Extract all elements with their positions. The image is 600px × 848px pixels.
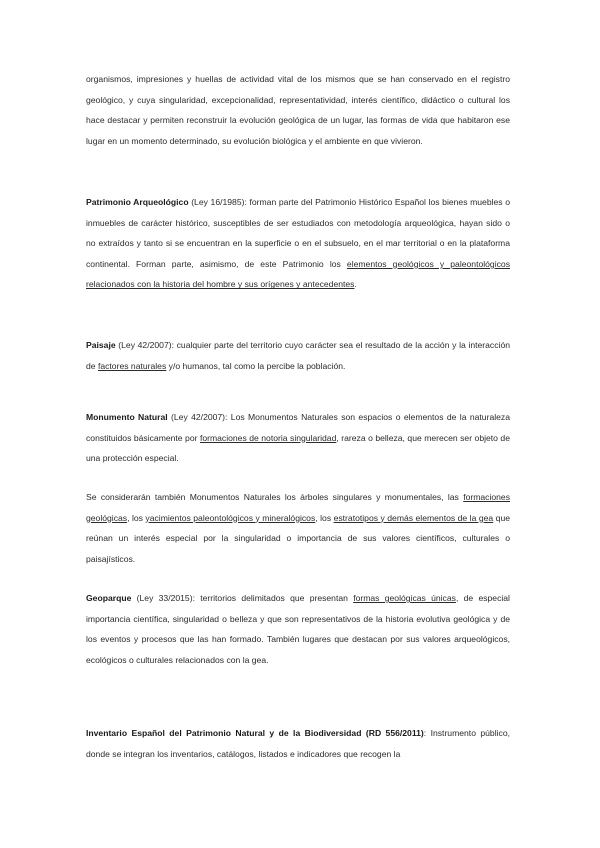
paragraph-text: : Instrumento público, donde se integran los inventarios, catálogos, listados e indicadores que recogen la [86,728,510,759]
paragraph-text: que reúnan un interés especial por la singularidad o importancia de sus valores científicos, culturales o paisajísticos. [86,512,510,564]
paragraph-text: Se considerarán también Monumentos Naturales los árboles singulares y monumentales, las [86,492,464,502]
paragraph-paleontological-heritage [86,69,510,151]
paragraph-archaeological-heritage [86,192,510,295]
link-notorious-singularity[interactable]: formaciones de notoria singularidad [199,432,337,443]
paragraph-text: , rareza o belleza, que merecen ser objeto de una protección especial. [86,432,510,464]
paragraph-text: , de especial importancia científica, singularidad o belleza y que son representativos de la historia evolutiva geológica y de los eventos y procesos que las han formado. También lugares que destacan por sus valores arqueológicos, ecológicos o culturales relacionados con la gea. [86,593,510,665]
paragraph-natural-monuments-extra [86,487,510,569]
paragraph-text: . [354,279,357,290]
paragraph-text: y/o humanos, tal como la percibe la población. [166,360,346,371]
term-geopark: Geoparque [86,593,132,603]
link-geological-elements[interactable]: elementos geológicos y paleontológicos [346,258,510,269]
paragraph-text: , los [127,512,146,523]
term-archaeological-heritage: Patrimonio Arqueológico [86,197,189,207]
paragraph-landscape [86,335,510,376]
term-spanish-inventory: Inventario Español del Patrimonio Natural y de la Biodiversidad (RD 556/2011) [86,728,424,738]
link-unique-geological-forms[interactable]: formas geológicas únicas [353,593,456,603]
paragraph-text: , los [315,512,334,523]
paragraph-geopark [86,588,510,670]
term-landscape: Paisaje [86,340,116,350]
link-stratotypes[interactable]: estratotipos y demás elementos de la gea [333,512,494,523]
link-paleontological-deposits[interactable]: yacimientos paleontológicos y mineralógicos [145,512,316,523]
link-human-history[interactable]: relacionados con la historia del hombre y sus orígenes y antecedentes [86,279,355,290]
paragraph-spanish-inventory [86,723,510,764]
paragraph-natural-monument [86,407,510,469]
paragraph-text: (Ley 33/2015): territorios delimitados que presentan [131,593,354,603]
link-geological-formations[interactable]: formaciones geológicas [86,492,510,523]
paragraph-text: (Ley 16/1985): forman parte del Patrimonio Histórico Español los bienes muebles o inmuebles de carácter histórico, susceptibles de ser estudiados con metodología arqueológica, hayan sido o no extraídos y tanto si se encuentran en la superficie o en el subsuelo, en el mar territorial o en la plataforma continental. Forman parte, asimismo, de este Patrimonio los [86,197,510,269]
term-natural-monument: Monumento Natural [86,412,168,422]
paragraph-text: (Ley 42/2007): cualquier parte del territorio cuyo carácter sea el resultado de la acción y la interacción de [86,340,510,371]
paragraph-text: (Ley 42/2007): Los Monumentos Naturales son espacios o elementos de la naturaleza constituidos básicamente por [86,412,510,443]
link-natural-factors[interactable]: factores naturales [97,360,167,371]
paragraph-text: organismos, impresiones y huellas de actividad vital de los mismos que se han conservado en el registro geológico, y cuya singularidad, excepcionalidad, representatividad, interés científico, didáctico o cultural los hace destacar y permiten reconstruir la evolución geológica de un lugar, las formas de vida que habitaron ese lugar en un momento determinado, su evolución biológica y el ambiente en que vivieron. [86,74,510,146]
